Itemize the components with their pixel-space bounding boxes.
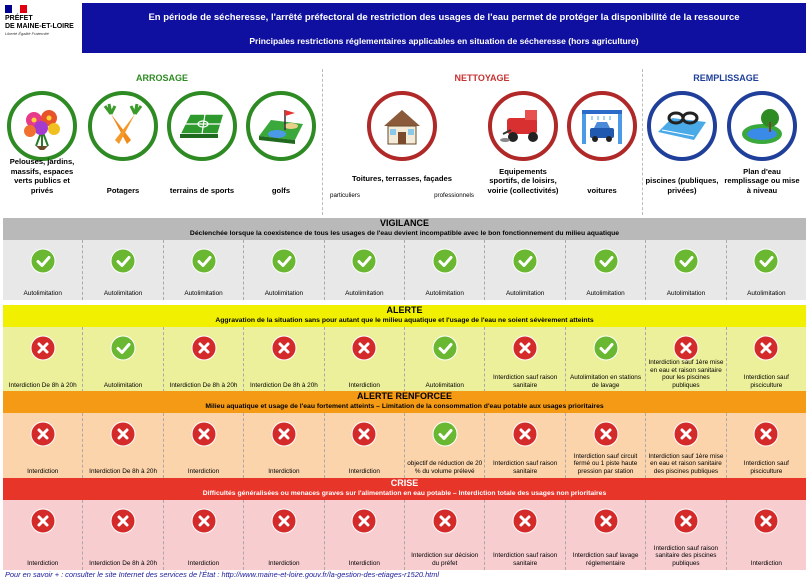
usage-label: golfs [271, 185, 291, 195]
level-row [3, 327, 806, 392]
restriction-cell [645, 327, 725, 392]
restriction-text: Interdiction [348, 467, 380, 475]
restriction-cell [404, 327, 484, 392]
usage-label: terrains de sports [169, 185, 235, 195]
logo-line2: DE MAINE-ET-LOIRE [5, 23, 74, 30]
logo-motto: Liberté Égalité Fraternité [5, 31, 49, 36]
restriction-text: Autolimitation [103, 381, 143, 389]
cross-icon [512, 508, 538, 534]
cross-icon [593, 508, 619, 534]
cross-icon [673, 508, 699, 534]
prefecture-logo [5, 5, 75, 50]
restriction-text: Interdiction [268, 467, 300, 475]
restriction-text: Interdiction [187, 467, 220, 475]
cross-icon [351, 335, 377, 361]
restriction-cell [243, 500, 323, 570]
cross-icon [753, 508, 779, 534]
restriction-cell [565, 500, 645, 570]
restriction-text: Interdiction De 8h à 20h [89, 467, 158, 475]
cross-icon [512, 421, 538, 447]
check-icon [593, 335, 619, 361]
golf-icon [246, 91, 316, 161]
level-band [3, 218, 806, 240]
restriction-text: Interdiction sauf raison sanitaire [492, 374, 558, 389]
restriction-text: Interdiction [187, 559, 220, 567]
restriction-cell [243, 240, 323, 300]
restriction-cell [82, 240, 162, 300]
footer-link[interactable]: Pour en savoir + : consulter le site Internet des services de l'État : http://www.maine-et-loire.gouv.fr/la-gestion-des-etiages-r1520.html [5, 570, 440, 579]
logo-line1: PRÉFET [5, 15, 33, 22]
restriction-cell [645, 413, 725, 478]
level-title: CRISE [390, 478, 419, 488]
level-subtitle: Déclenchée lorsque la coexistence de tous les usages de l'eau devient incompatible avec le bon fonctionnement du milieu aquatique [189, 230, 620, 237]
restriction-cell [324, 327, 404, 392]
check-icon [271, 248, 297, 274]
level-band [3, 478, 806, 500]
cross-icon [432, 508, 458, 534]
level-title: ALERTE [386, 305, 423, 315]
check-icon [512, 248, 538, 274]
restriction-text: Autolimitation [425, 289, 464, 297]
level-subtitle: Aggravation de la situation sans pour autant que le milieu aquatique et l'usage de l'eau ne soient sévèrement atteints [215, 317, 594, 324]
restriction-cell [726, 240, 806, 300]
usage-label: Pelouses, jardins, massifs, espaces verts publics et privés [9, 157, 75, 195]
restriction-text: Autolimitation [505, 289, 545, 297]
cross-icon [271, 421, 297, 447]
check-icon [110, 248, 136, 274]
restriction-text: Autolimitation [184, 289, 223, 297]
cross-icon [30, 508, 56, 534]
restriction-text: Autolimitation [425, 381, 464, 389]
restriction-cell [726, 327, 806, 392]
category-label: ARROSAGE [135, 73, 188, 83]
restriction-cell [726, 500, 806, 570]
cross-icon [351, 421, 377, 447]
usage-sublabel: professionnels [434, 192, 474, 199]
cross-icon [753, 335, 779, 361]
restriction-text: Interdiction sauf circuit fermé ou 1 piste haute pression par station [573, 452, 638, 475]
restriction-cell [565, 240, 645, 300]
restriction-text: Interdiction sauf raison sanitaire [492, 460, 558, 475]
check-icon [432, 335, 458, 361]
restriction-text: Interdiction De 8h à 20h [8, 381, 77, 389]
banner-title: En période de sécheresse, l'arrêté préfectoral de restriction des usages de l'eau permet de protéger la disponibilité de la ressource [148, 12, 740, 23]
usage-label: Plan d'eau remplissage ou mise à niveau [724, 166, 800, 195]
restriction-text: Interdiction sauf raison sanitaire [492, 552, 558, 567]
restriction-cell [163, 413, 243, 478]
restriction-text: Interdiction sauf pisciculture [743, 460, 789, 475]
usage-label: Equipements sportifs, de loisirs, voirie (collectivités) [487, 166, 559, 195]
restriction-text: Interdiction De 8h à 20h [249, 381, 318, 389]
restriction-cell [3, 240, 82, 300]
restriction-cell [484, 327, 564, 392]
flowers-icon [7, 91, 77, 161]
restriction-text: Autolimitation [666, 289, 706, 297]
usage-label: Toitures, terrasses, façades [352, 173, 452, 183]
cross-icon [110, 508, 136, 534]
sports-field-icon [167, 91, 237, 161]
cross-icon [673, 335, 699, 361]
level-title: VIGILANCE [379, 218, 429, 228]
restriction-cell [726, 413, 806, 478]
cross-icon [753, 421, 779, 447]
check-icon [191, 248, 217, 274]
car-wash-icon [567, 91, 637, 161]
restriction-text: Interdiction sauf lavage réglementaire [572, 552, 639, 567]
title-banner [82, 3, 806, 53]
cross-icon [351, 508, 377, 534]
restriction-cell [484, 413, 564, 478]
level-title: ALERTE RENFORCEE [356, 391, 452, 401]
restriction-text: Autolimitation [23, 289, 62, 297]
check-icon [30, 248, 56, 274]
restriction-text: Autolimitation en stations de lavage [570, 374, 642, 389]
restriction-text: Interdiction [348, 559, 380, 567]
level-subtitle: Milieu aquatique et usage de l'eau fortement atteints – Limitation de la consommation d'eau potable aux usages prioritaires [205, 403, 604, 410]
banner-subtitle: Principales restrictions réglementaires applicables en situation de sécheresse (hors agriculture) [249, 36, 639, 46]
restriction-text: Autolimitation [345, 289, 384, 297]
check-icon [432, 248, 458, 274]
restriction-cell [3, 413, 82, 478]
restriction-text: Interdiction sauf raison sanitaire des piscines publiques [653, 544, 719, 567]
restriction-text: Interdiction sauf 1ère mise en eau et raison sanitaire des piscines publiques [648, 452, 724, 475]
restriction-cell [82, 500, 162, 570]
check-icon [753, 248, 779, 274]
restriction-text: Interdiction [27, 467, 59, 475]
restriction-cell [565, 327, 645, 392]
restriction-text: Interdiction [268, 559, 300, 567]
restriction-text: Interdiction [348, 381, 380, 389]
level-row [3, 240, 806, 300]
check-icon [110, 335, 136, 361]
restriction-cell [484, 500, 564, 570]
check-icon [673, 248, 699, 274]
restriction-text: objectif de réduction de 20 % du volume prélevé [407, 460, 483, 475]
usage-sublabel: particuliers [330, 192, 360, 199]
restriction-cell [3, 327, 82, 392]
restriction-cell [243, 327, 323, 392]
usage-sublabels [322, 192, 482, 199]
restriction-text: Interdiction De 8h à 20h [89, 559, 158, 567]
restriction-cell [565, 413, 645, 478]
restriction-cell [404, 500, 484, 570]
level-subtitle: Difficultés généralisées ou menaces graves sur l'alimentation en eau potable – Interdiction totale des usages non prioritaires [202, 490, 607, 497]
restriction-cell [645, 500, 725, 570]
cross-icon [271, 335, 297, 361]
street-sweeper-icon [488, 91, 558, 161]
usage-label: Potagers [106, 185, 140, 195]
check-icon [432, 421, 458, 447]
cross-icon [512, 335, 538, 361]
cross-icon [30, 421, 56, 447]
cross-icon [191, 421, 217, 447]
cross-icon [191, 508, 217, 534]
restriction-cell [163, 240, 243, 300]
restriction-cell [324, 500, 404, 570]
cross-icon [110, 421, 136, 447]
pool-goggles-icon [647, 91, 717, 161]
level-band [3, 391, 806, 413]
cross-icon [191, 335, 217, 361]
usage-label: voitures [587, 185, 617, 195]
carrots-icon [88, 91, 158, 161]
restriction-cell [163, 327, 243, 392]
restriction-cell [243, 413, 323, 478]
restriction-text: Interdiction sauf 1ère mise en eau et raison sanitaire pour les piscines publiques [648, 359, 724, 389]
restriction-cell [324, 413, 404, 478]
cross-icon [271, 508, 297, 534]
check-icon [351, 248, 377, 274]
restriction-text: Autolimitation [264, 289, 304, 297]
flag-icon [5, 5, 27, 13]
restriction-cell [645, 240, 725, 300]
restriction-text: Interdiction sauf pisciculture [743, 374, 789, 389]
restriction-cell [404, 240, 484, 300]
restriction-text: Autolimitation [747, 289, 786, 297]
check-icon [593, 248, 619, 274]
level-band [3, 305, 806, 327]
restriction-cell [484, 240, 564, 300]
restriction-cell [163, 500, 243, 570]
house-icon [367, 91, 437, 161]
cross-icon [673, 421, 699, 447]
category-label: REMPLISSAGE [693, 73, 759, 83]
cross-icon [30, 335, 56, 361]
restriction-cell [404, 413, 484, 478]
restriction-text: Autolimitation [103, 289, 143, 297]
restriction-cell [82, 327, 162, 392]
category-label: NETTOYAGE [454, 73, 510, 83]
restriction-text: Interdiction [27, 559, 59, 567]
restriction-cell [324, 240, 404, 300]
restriction-cell [82, 413, 162, 478]
restriction-cell [3, 500, 82, 570]
pond-icon [727, 91, 797, 161]
restriction-text: Autolimitation [586, 289, 625, 297]
restriction-text: Interdiction sur décision du préfet [411, 552, 479, 567]
level-row [3, 413, 806, 478]
level-row [3, 500, 806, 570]
restriction-text: Interdiction [750, 559, 782, 567]
restriction-text: Interdiction De 8h à 20h [169, 381, 238, 389]
usage-label: piscines (publiques, privées) [645, 176, 719, 195]
cross-icon [593, 421, 619, 447]
